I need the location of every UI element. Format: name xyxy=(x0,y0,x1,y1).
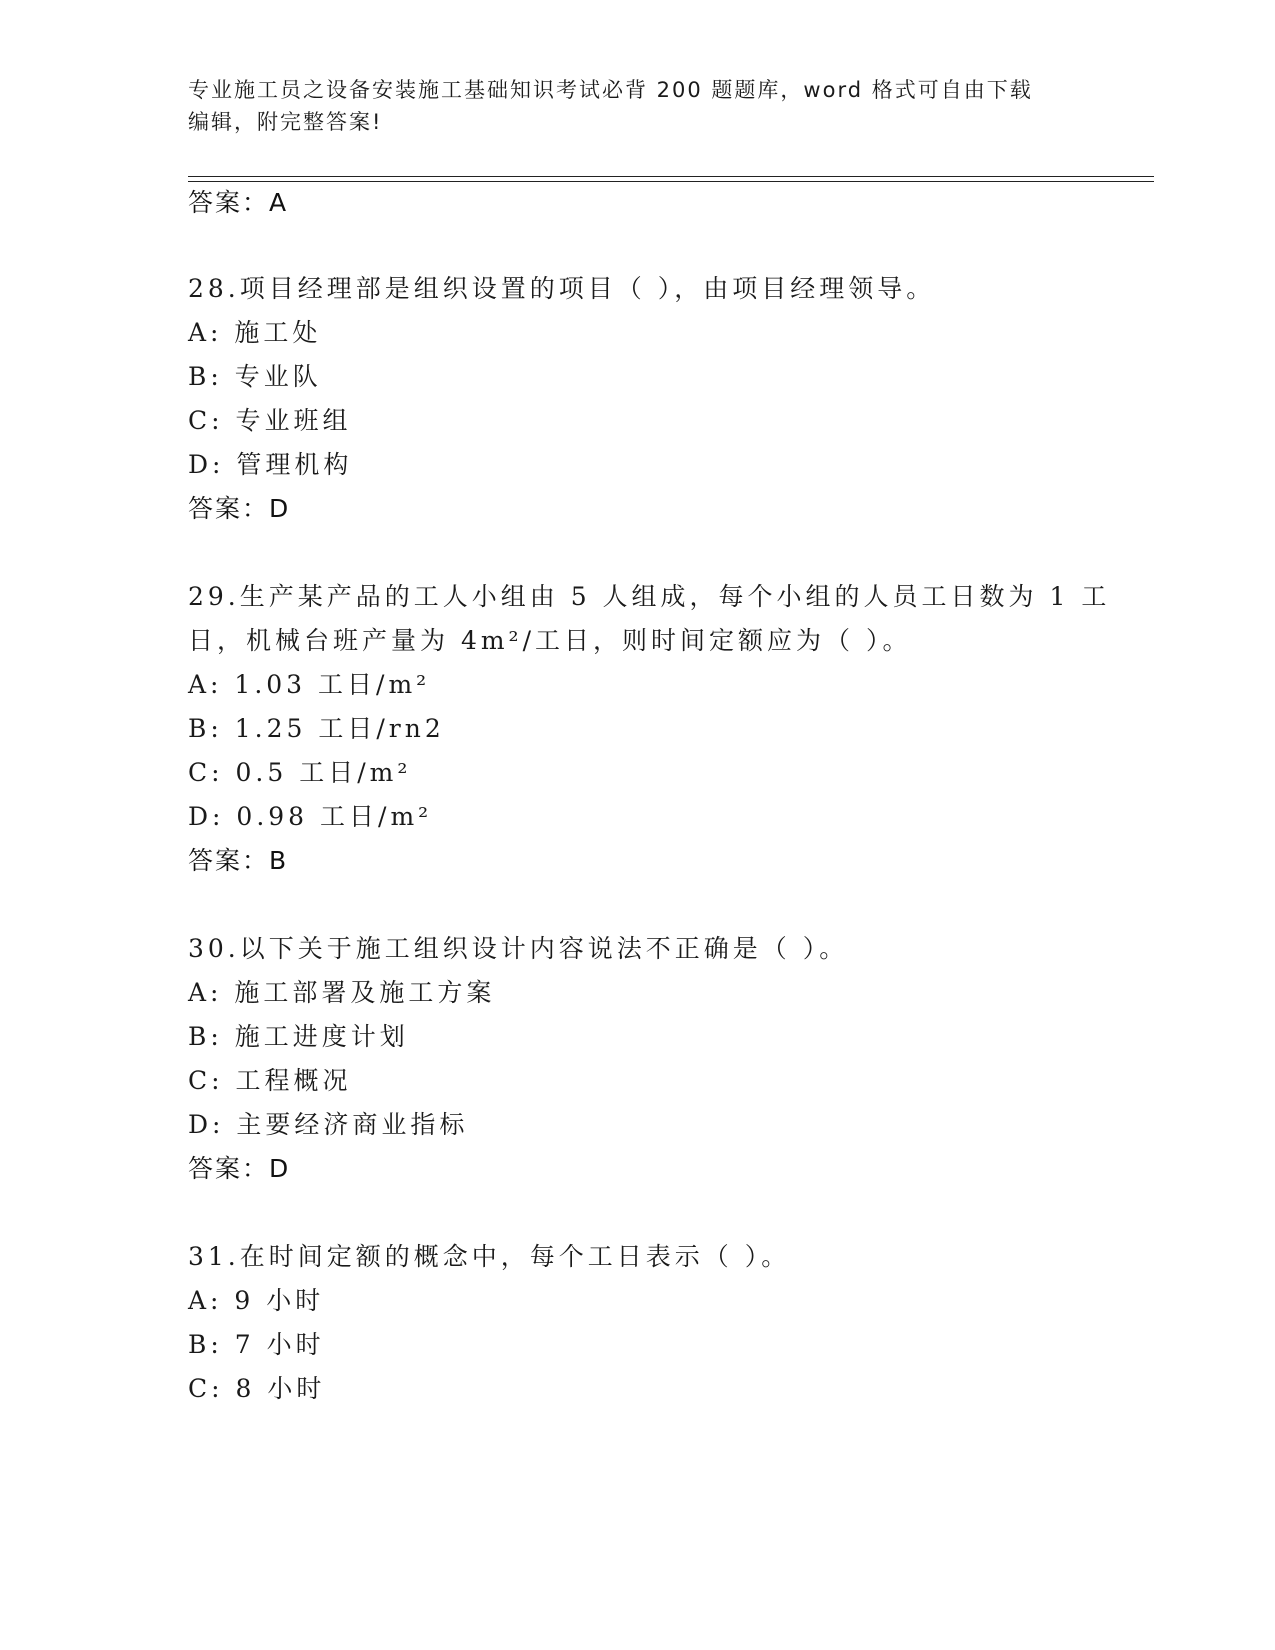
header-divider-top xyxy=(188,176,1154,177)
question-31-stem: 31.在时间定额的概念中，每个工日表示（ ）。 xyxy=(188,1242,791,1271)
question-29-stem-line-2: 日，机械台班产量为 4m²/工日，则时间定额应为（ ）。 xyxy=(188,626,912,655)
question-28-option-c: C: 专业班组 xyxy=(188,406,352,435)
question-30-option-b: B: 施工进度计划 xyxy=(188,1022,409,1051)
question-29-option-d: D: 0.98 工日/m² xyxy=(188,802,433,831)
question-30-option-a: A: 施工部署及施工方案 xyxy=(188,978,496,1007)
question-31-option-a: A: 9 小时 xyxy=(188,1286,325,1315)
previous-answer: 答案：A xyxy=(188,188,289,217)
question-29-option-b: B: 1.25 工日/rn2 xyxy=(188,714,445,743)
question-30-option-d: D: 主要经济商业指标 xyxy=(188,1110,469,1139)
question-28-stem: 28.项目经理部是组织设置的项目（ ），由项目经理领导。 xyxy=(188,274,936,303)
question-31-option-b: B: 7 小时 xyxy=(188,1330,325,1359)
question-28-option-d: D: 管理机构 xyxy=(188,450,353,479)
question-29-option-c: C: 0.5 工日/m² xyxy=(188,758,412,787)
question-28-option-a: A: 施工处 xyxy=(188,318,322,347)
question-30-option-c: C: 工程概况 xyxy=(188,1066,352,1095)
question-28-answer: 答案：D xyxy=(188,494,291,523)
header-title-line-1: 专业施工员之设备安装施工基础知识考试必背 200 题题库，word 格式可自由下载 xyxy=(188,78,1033,102)
question-29-stem-line-1: 29.生产某产品的工人小组由 5 人组成，每个小组的人员工日数为 1 工 xyxy=(188,582,1111,611)
question-29-option-a: A: 1.03 工日/m² xyxy=(188,670,431,699)
document-header xyxy=(188,74,1088,138)
question-30-stem: 30.以下关于施工组织设计内容说法不正确是（ ）。 xyxy=(188,934,849,963)
header-title-line-2: 编辑，附完整答案! xyxy=(188,110,383,134)
question-28-option-b: B: 专业队 xyxy=(188,362,322,391)
header-divider-bottom xyxy=(188,181,1154,182)
question-30-answer: 答案：D xyxy=(188,1154,291,1183)
question-31-option-c: C: 8 小时 xyxy=(188,1374,326,1403)
question-29-answer: 答案：B xyxy=(188,846,289,875)
